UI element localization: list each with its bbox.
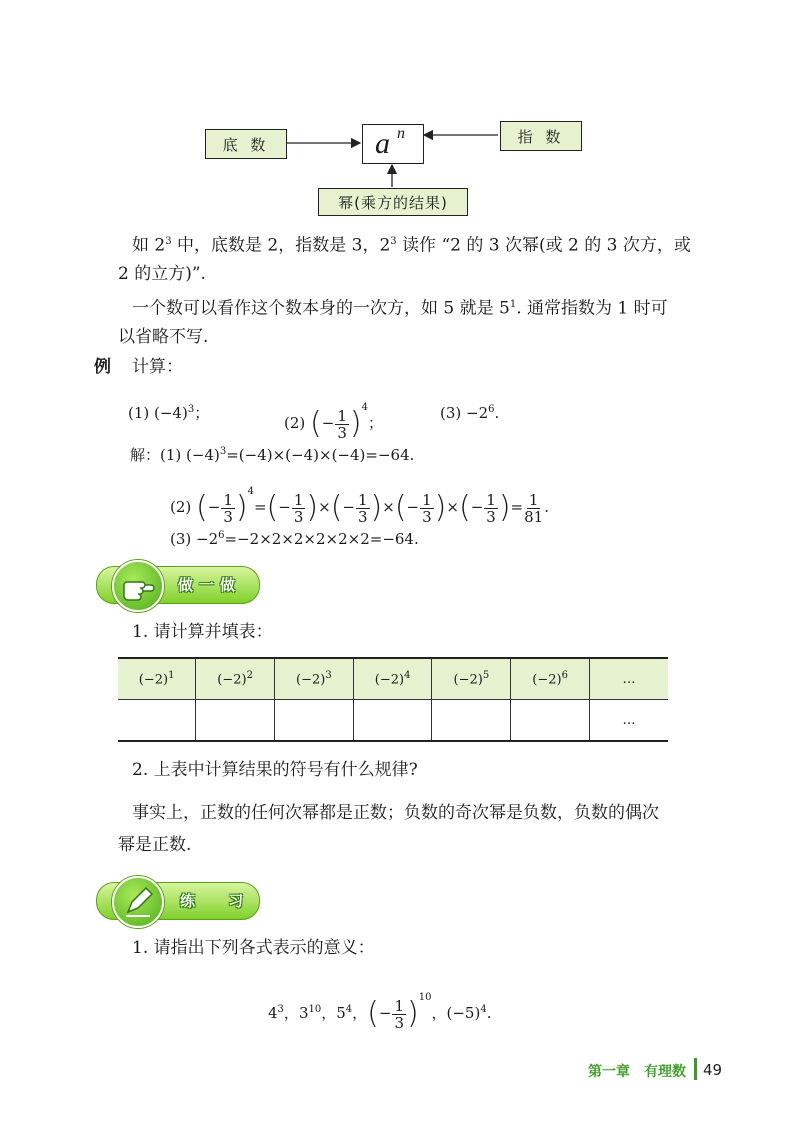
- question-1: (1) $(-4)^3$；: [128, 404, 210, 422]
- para2-line2: 以省略不写.: [118, 327, 209, 347]
- solution-2: (2) (− $\frac{1}{3}$ )$^4$=(− $\frac{1}{3}$ )×(− $\frac{1}{3}$ )×(− $\frac{1}{3}$ )×(− $\frac{1}{3}$ )= $\frac{1}{81}$ .: [170, 486, 549, 526]
- exercise-1: 1. 请指出下列各式表示的意义：: [132, 938, 375, 958]
- pencil-icon: [112, 876, 164, 928]
- table-header-cell: $(-2)^5$: [432, 658, 511, 700]
- solution-1: 解：(1) $(-4)^3=(-4)\times(-4)\times(-4)=-64$.: [130, 446, 415, 464]
- footer-divider: [694, 1058, 697, 1080]
- answer-cell[interactable]: [274, 700, 353, 742]
- power-table: [118, 657, 668, 742]
- question-3: $(3) -2^6$.: [440, 404, 500, 422]
- answer-cell[interactable]: [511, 700, 590, 742]
- table-header-cell: $(-2)^6$: [511, 658, 590, 700]
- exponent-label: 指 数: [517, 127, 565, 146]
- answer-ellipsis: …: [590, 700, 669, 742]
- lianxi-title: 练 习: [180, 892, 258, 910]
- zuoyizuo-title: 做一做: [178, 576, 242, 594]
- question-2: (2) (− $\frac{1}{3}$ )$^4$；: [284, 402, 383, 442]
- table-header-row: [118, 658, 668, 700]
- conclusion-line2: 幂是正数.: [118, 835, 192, 855]
- table-header-cell: $(-2)^4$: [353, 658, 432, 700]
- answer-cell[interactable]: [196, 700, 275, 742]
- table-header-ellipsis: …: [590, 658, 669, 700]
- table-header-cell: $(-2)^3$: [274, 658, 353, 700]
- example-label: 例: [94, 357, 111, 377]
- example-title: 计算：: [132, 357, 183, 377]
- footer-chapter: 第一章 有理数: [588, 1064, 686, 1080]
- task-1: 1. 请计算并填表：: [132, 622, 273, 642]
- page-number: 49: [703, 1061, 723, 1079]
- answer-cell[interactable]: [353, 700, 432, 742]
- hand-icon: [112, 560, 164, 612]
- para1-line2: 2 的立方)”.: [118, 264, 206, 284]
- para2-line1: 一个数可以看作这个数本身的一次方，如 5 就是 $5^1$. 通常指数为 1 时可: [132, 298, 668, 319]
- power-label: 幂(乘方的结果): [338, 193, 448, 212]
- base-label: 底 数: [222, 135, 270, 154]
- para1-line1: 如 $2^3$ 中，底数是 2，指数是 3，$2^3$ 读作 “2 的 3 次幂(或 2 的 3 次方，或: [132, 235, 691, 256]
- task-2: 2. 上表中计算结果的符号有什么规律?: [132, 760, 418, 780]
- base-symbol: a: [375, 127, 390, 160]
- table-header-cell: $(-2)^2$: [196, 658, 275, 700]
- answer-cell[interactable]: [118, 700, 196, 742]
- diagram-arrows: [0, 0, 800, 230]
- exercise-expressions: $4^3$，$3^{10}$，$5^4$，(− $\frac{1}{3}$ )$^{10}$，$(-5)^4$.: [268, 992, 492, 1032]
- solution-3: $(3) -2^6=-2\times 2\times 2\times 2\times 2\times 2=-64$.: [170, 530, 419, 548]
- conclusion-line1: 事实上，正数的任何次幂都是正数；负数的奇次幂是负数，负数的偶次: [132, 803, 659, 823]
- exponent-symbol: n: [397, 125, 405, 142]
- answer-cell[interactable]: [432, 700, 511, 742]
- table-answer-row: [118, 700, 668, 742]
- table-header-cell: $(-2)^1$: [118, 658, 196, 700]
